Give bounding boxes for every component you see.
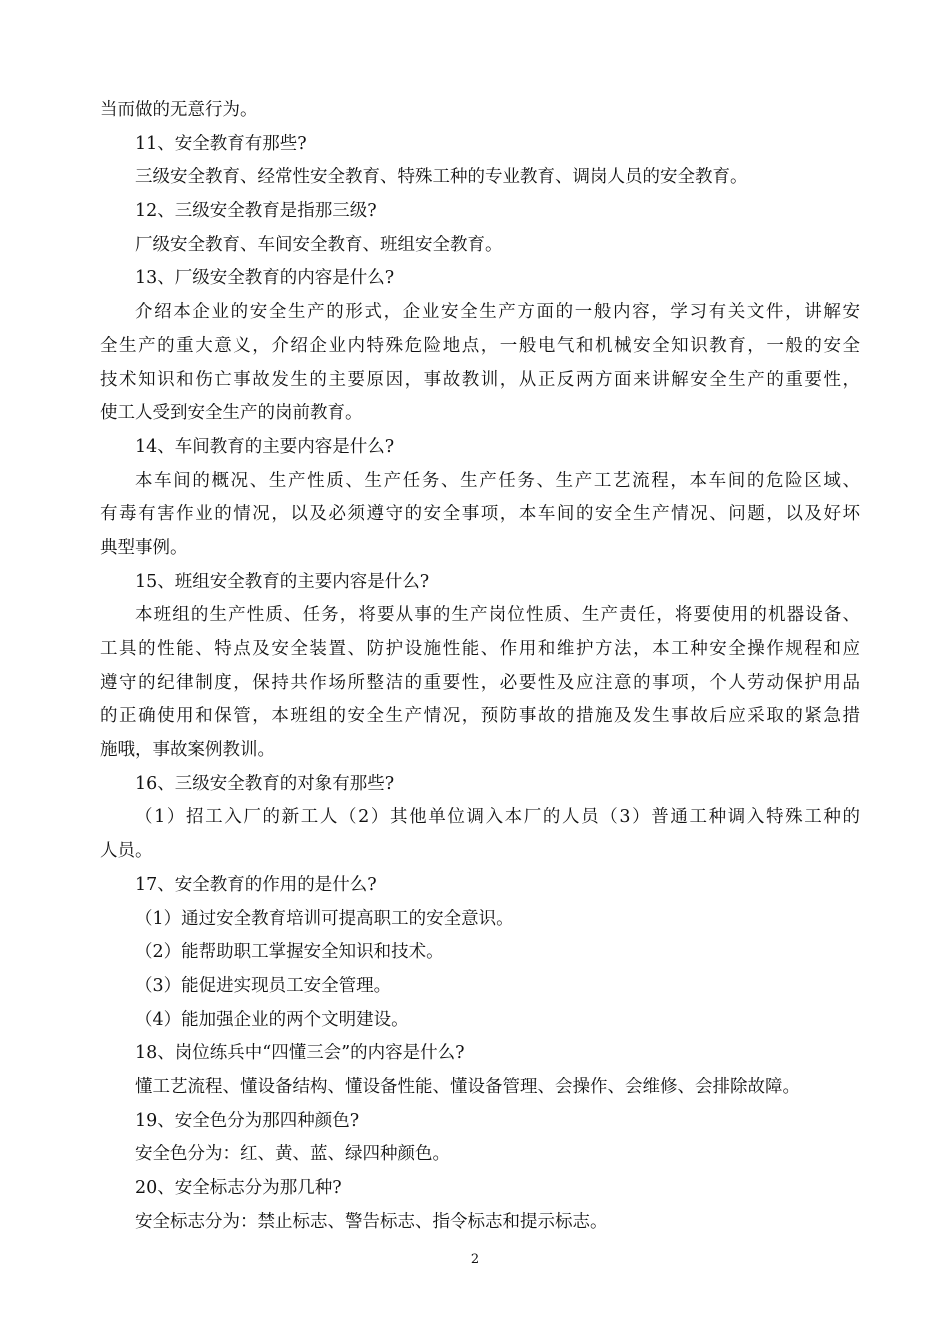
document-body <box>100 94 860 1239</box>
text-line: 安全色分为：红、黄、蓝、绿四种颜色。 <box>135 1144 450 1165</box>
text-line: 懂工艺流程、懂设备结构、懂设备性能、懂设备管理、会操作、会维修、会排除故障。 <box>135 1076 800 1097</box>
text-line: 13、厂级安全教育的内容是什么? <box>135 268 395 289</box>
text-line: 工具的性能、特点及安全装置、防护设施性能、作用和维护方法，本工种安全操作规程和应 <box>100 639 860 659</box>
text-line: 有毒有害作业的情况，以及必须遵守的安全事项，本车间的安全生产情况、问题，以及好坏 <box>100 504 860 525</box>
text-line: 16、三级安全教育的对象有那些? <box>135 773 395 794</box>
text-line: 本班组的生产性质、任务，将要从事的生产岗位性质、生产责任，将要使用的机器设备、 <box>135 605 860 626</box>
text-line: 14、车间教育的主要内容是什么? <box>135 436 395 457</box>
text-line: 施哦，事故案例教训。 <box>100 740 275 761</box>
text-line: 技术知识和伤亡事故发生的主要原因，事故教训，从正反两方面来讲解安全生产的重要性， <box>100 369 860 390</box>
text-line: （1）招工入厂的新工人（2）其他单位调入本厂的人员（3）普通工种调入特殊工种的 <box>135 807 860 828</box>
text-line: 12、三级安全教育是指那三级? <box>135 201 377 222</box>
text-line: （1）通过安全教育培训可提高职工的安全意识。 <box>135 908 514 929</box>
text-line: 全生产的重大意义，介绍企业内特殊危险地点，一般电气和机械安全知识教育，一般的安全 <box>100 335 860 356</box>
text-line: 11、安全教育有那些? <box>135 133 307 154</box>
text-line: （4）能加强企业的两个文明建设。 <box>135 1009 409 1030</box>
page-number: 2 <box>470 1252 480 1267</box>
text-line: 使工人受到安全生产的岗前教育。 <box>100 403 363 424</box>
text-line: 本车间的概况、生产性质、生产任务、生产任务、生产工艺流程，本车间的危险区域、 <box>135 470 860 491</box>
text-line: 17、安全教育的作用的是什么? <box>135 874 377 895</box>
text-line: 19、安全色分为那四种颜色? <box>135 1110 360 1131</box>
text-line: 遵守的纪律制度，保持共作场所整洁的重要性，必要性及应注意的事项，个人劳动保护用品 <box>100 672 860 693</box>
text-line: 20、安全标志分为那几种? <box>135 1178 342 1198</box>
text-line: （2）能帮助职工掌握安全知识和技术。 <box>135 942 444 963</box>
text-line: 的正确使用和保管，本班组的安全生产情况，预防事故的措施及发生事故后应采取的紧急措 <box>100 706 860 727</box>
text-line: （3）能促进实现员工安全管理。 <box>135 975 392 996</box>
text-line: 当而做的无意行为。 <box>100 100 258 120</box>
text-line: 三级安全教育、经常性安全教育、特殊工种的专业教育、调岗人员的安全教育。 <box>135 167 748 188</box>
text-line: 人员。 <box>100 841 153 862</box>
text-line: 介绍本企业的安全生产的形式，企业安全生产方面的一般内容，学习有关文件，讲解安 <box>135 302 860 323</box>
text-line: 15、班组安全教育的主要内容是什么? <box>135 571 430 592</box>
text-line: 典型事例。 <box>100 537 188 558</box>
text-line: 厂级安全教育、车间安全教育、班组安全教育。 <box>135 234 503 255</box>
text-line: 18、岗位练兵中“四懂三会”的内容是什么? <box>135 1043 465 1064</box>
text-line: 安全标志分为：禁止标志、警告标志、指令标志和提示标志。 <box>135 1211 608 1232</box>
